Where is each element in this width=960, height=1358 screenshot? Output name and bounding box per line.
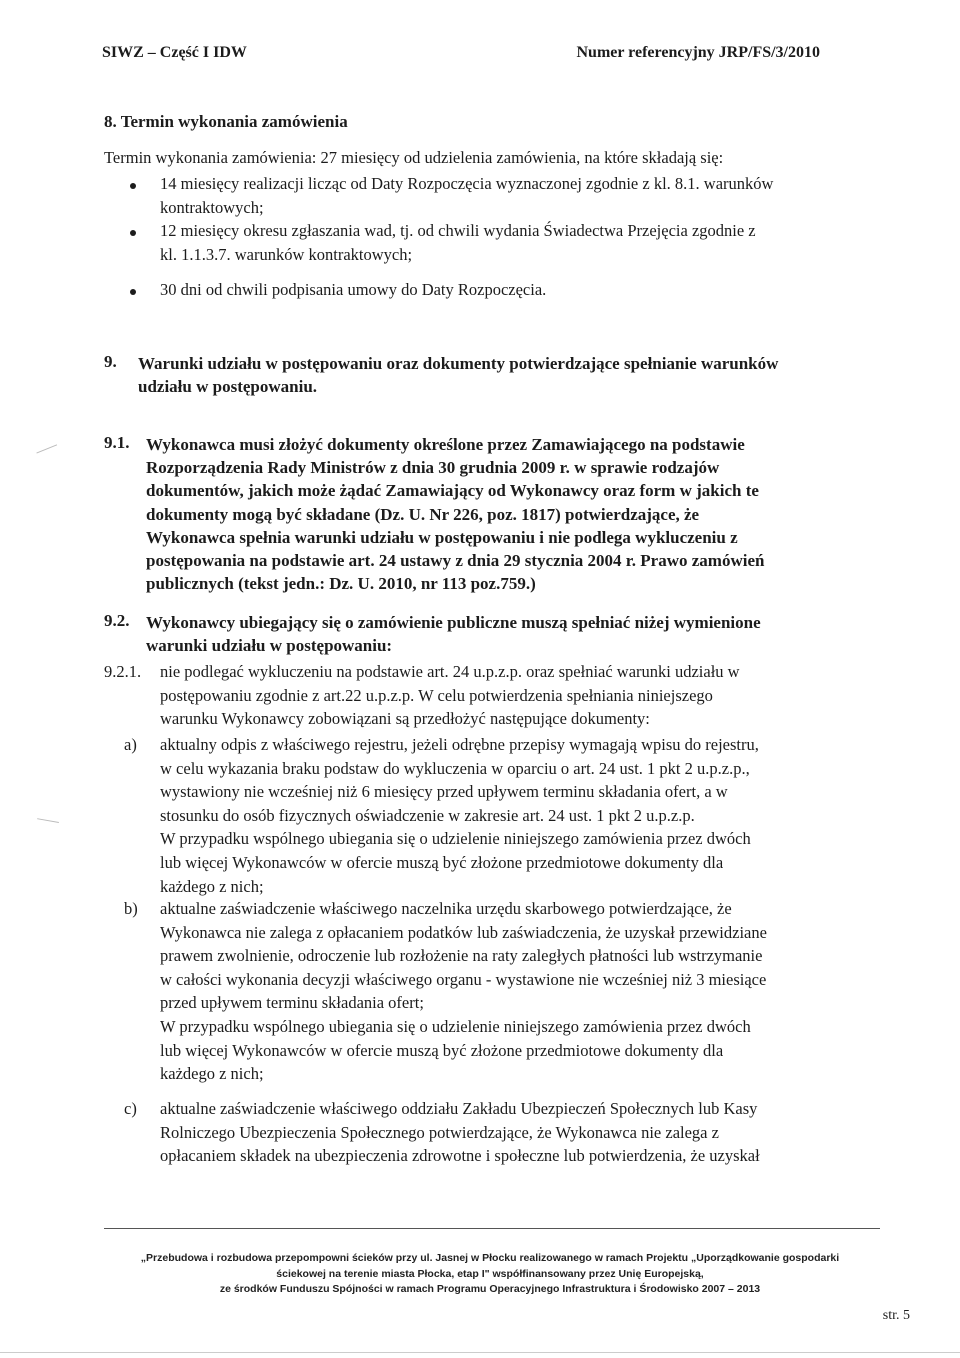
bullet-dot bbox=[130, 289, 136, 295]
item-b-line: Wykonawca nie zalega z opłacaniem podatków lub zaświadczenia, że uzyskał przewidziane bbox=[160, 922, 767, 942]
item-b-label: b) bbox=[124, 899, 138, 918]
section-9-title-line-1: Warunki udziału w postępowaniu oraz dokumenty potwierdzające spełnianie warunków bbox=[138, 354, 779, 373]
bullet-1-line-2: kontraktowych; bbox=[160, 197, 264, 217]
item-c-line: aktualne zaświadczenie właściwego oddziału Zakładu Ubezpieczeń Społecznych lub Kasy bbox=[160, 1099, 758, 1118]
item-c-line: opłacaniem składek na ubezpieczenia zdrowotne i społeczne lub potwierdzenia, że uzyskał bbox=[160, 1146, 760, 1166]
item-b-line: w całości wykonania decyzji właściwego organu - wystawione nie wcześniej niż 3 miesiące bbox=[160, 969, 767, 989]
section-9-title bbox=[138, 352, 878, 398]
section-9-2-1-number: 9.2.1. bbox=[104, 662, 142, 681]
scan-mark bbox=[36, 444, 61, 464]
section-8-bullet-2 bbox=[160, 219, 880, 266]
section-9-1-line: dokumentów, jakich może żądać Zamawiający od Wykonawcy oraz form w jakich te bbox=[146, 481, 759, 501]
bullet-dot bbox=[130, 183, 136, 189]
section-9-1-body bbox=[146, 433, 878, 595]
section-9-2-body bbox=[146, 611, 878, 657]
section-9-1-line: Wykonawca spełnia warunki udziału w postępowaniu i nie podlega wykluczeniu z bbox=[146, 527, 738, 547]
section-8-intro: Termin wykonania zamówienia: 27 miesięcy od udzielenia zamówienia, na które składają się: bbox=[104, 148, 724, 167]
item-b-line: lub więcej Wykonawców w ofercie muszą być złożone przedmiotowe dokumenty dla bbox=[160, 1040, 724, 1060]
bullet-3-line-1: 30 dni od chwili podpisania umowy do Daty Rozpoczęcia. bbox=[160, 280, 547, 299]
header-left: SIWZ – Część I IDW bbox=[102, 44, 247, 61]
section-9-number: 9. bbox=[104, 352, 117, 371]
item-a-line: lub więcej Wykonawców w ofercie muszą być złożone przedmiotowe dokumenty dla bbox=[160, 852, 724, 872]
section-9-2-line: warunki udziału w postępowaniu: bbox=[146, 636, 393, 656]
item-a-line: każdego z nich; bbox=[160, 876, 264, 896]
section-8-title: 8. Termin wykonania zamówienia bbox=[104, 112, 348, 131]
scan-edge bbox=[0, 1352, 960, 1353]
item-c-body bbox=[160, 1097, 878, 1168]
section-9-2-1-line: postępowaniu zgodnie z art.22 u.p.z.p. W celu potwierdzenia spełniania niniejszego bbox=[160, 685, 713, 705]
item-a-line: w celu wykazania braku podstaw do wykluczenia w oparciu o art. 24 ust. 1 pkt 2 u.p.z.p., bbox=[160, 758, 750, 778]
item-b-line: każdego z nich; bbox=[160, 1064, 264, 1084]
page-number: str. 5 bbox=[882, 1308, 910, 1323]
bullet-dot bbox=[130, 230, 136, 236]
footer-line: ze środków Funduszu Spójności w ramach Programu Operacyjnego Infrastruktura i Środowisko 2007 – 2013 bbox=[219, 1283, 761, 1296]
item-a-line: wystawiony nie wcześniej niż 6 miesięcy przed upływem terminu składania ofert, a w bbox=[160, 782, 728, 802]
footer-line: ściekowej na terenie miasta Płocka, etap I" współfinansowany przez Unię Europejską, bbox=[276, 1267, 704, 1280]
item-a-line: aktualny odpis z właściwego rejestru, jeżeli odrębne przepisy wymagają wpisu do rejestru, bbox=[160, 735, 759, 754]
item-c-label: c) bbox=[124, 1099, 137, 1118]
section-8-bullet-3 bbox=[160, 278, 872, 302]
item-b-line: prawem zwolnienie, odroczenie lub rozłożenie na raty zaległych płatności lub wstrzymanie bbox=[160, 946, 763, 966]
item-b-line: W przypadku wspólnego ubiegania się o udzielenie niniejszego zamówienia przez dwóch bbox=[160, 1016, 751, 1036]
bullet-2-line-1: 12 miesięcy okresu zgłaszania wad, tj. od chwili wydania Świadectwa Przejęcia zgodnie z bbox=[160, 221, 756, 240]
section-9-2-line: Wykonawcy ubiegający się o zamówienie publiczne muszą spełniać niżej wymienione bbox=[146, 613, 761, 632]
section-9-1-line: postępowania na podstawie art. 24 ustawy z dnia 29 stycznia 2004 r. Prawo zamówień bbox=[146, 551, 765, 571]
item-a-label: a) bbox=[124, 735, 137, 754]
footer-line: „Przebudowa i rozbudowa przepompowni ścieków przy ul. Jasnej w Płocku realizowanego w ramach Projektu „Uporządkowanie gospodarki bbox=[140, 1252, 840, 1264]
section-8-bullet-1 bbox=[160, 172, 872, 219]
item-a-line: W przypadku wspólnego ubiegania się o udzielenie niniejszego zamówienia przez dwóch bbox=[160, 829, 751, 849]
scan-mark bbox=[35, 818, 59, 835]
section-9-2-1-line: nie podlegać wykluczeniu na podstawie art. 24 u.p.z.p. oraz spełniać warunki udziału w bbox=[160, 662, 740, 681]
item-b-line: aktualne zaświadczenie właściwego naczelnika urzędu skarbowego potwierdzające, że bbox=[160, 899, 732, 918]
section-9-2-number: 9.2. bbox=[104, 611, 130, 630]
section-9-2-1-body bbox=[160, 660, 878, 731]
bullet-2-line-2: kl. 1.1.3.7. warunków kontraktowych; bbox=[160, 244, 413, 264]
bullet-1-line-1: 14 miesięcy realizacji licząc od Daty Rozpoczęcia wyznaczonej zgodnie z kl. 8.1. warunków bbox=[160, 174, 774, 193]
section-9-title-line-2: udziału w postępowaniu. bbox=[138, 377, 318, 396]
section-9-1-line: publicznych (tekst jedn.: Dz. U. 2010, nr 113 poz.759.) bbox=[146, 574, 536, 594]
item-b-body bbox=[160, 897, 878, 1086]
item-b-line: przed upływem terminu składania ofert; bbox=[160, 993, 424, 1013]
section-9-2-1-line: warunku Wykonawcy zobowiązani są przedłożyć następujące dokumenty: bbox=[160, 709, 650, 729]
footer-divider bbox=[104, 1228, 880, 1229]
item-a-line: stosunku do osób fizycznych oświadczenie w zakresie art. 24 ust. 1 pkt 2 u.p.z.p. bbox=[160, 805, 695, 825]
section-9-1-line: Wykonawca musi złożyć dokumenty określone przez Zamawiającego na podstawie bbox=[146, 435, 745, 454]
section-9-1-line: dokumenty mogą być składane (Dz. U. Nr 226, poz. 1817) potwierdzające, że bbox=[146, 504, 700, 524]
item-a-body bbox=[160, 733, 878, 898]
header-reference-number: Numer referencyjny JRP/FS/3/2010 bbox=[576, 44, 820, 61]
section-9-1-line: Rozporządzenia Rady Ministrów z dnia 30 grudnia 2009 r. w sprawie rodzajów bbox=[146, 458, 720, 478]
section-9-1-number: 9.1. bbox=[104, 433, 130, 452]
item-c-line: Rolniczego Ubezpieczenia Społecznego potwierdzające, że Wykonawca nie zalega z bbox=[160, 1122, 719, 1142]
footer-project-note bbox=[80, 1251, 900, 1298]
